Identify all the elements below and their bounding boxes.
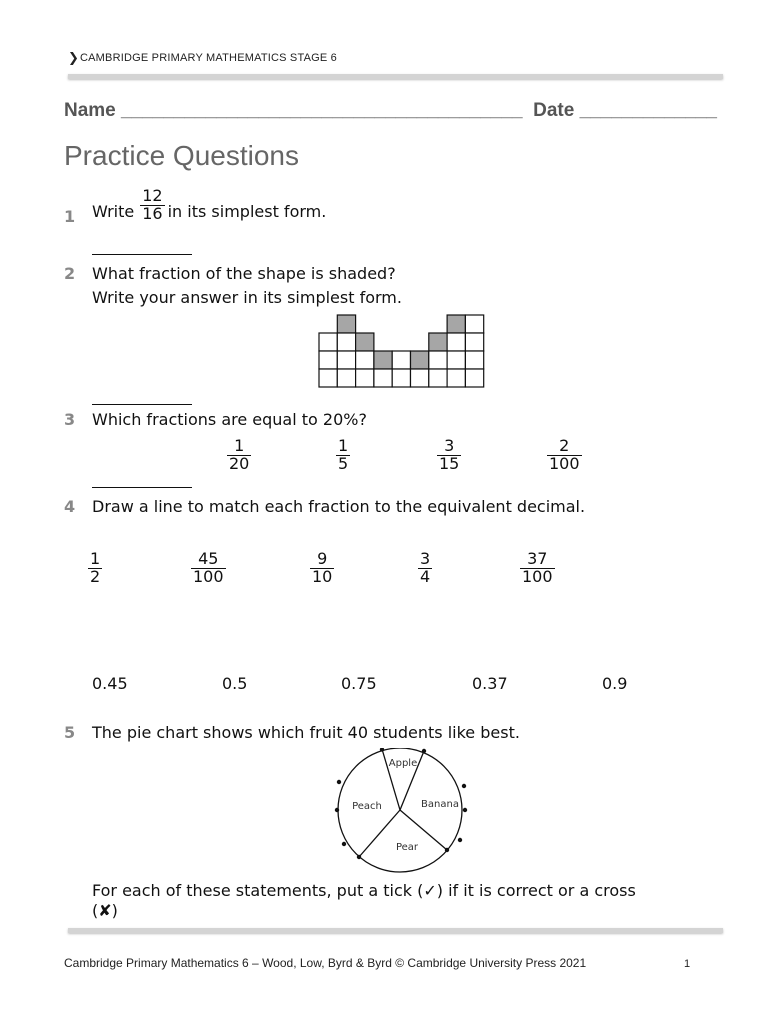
fraction-numerator: 2 [559,436,570,455]
question-5-text: The pie chart shows which fruit 40 students like best. [92,723,520,742]
grid-cell [465,369,483,387]
grid-cell [447,369,465,387]
grid-cell [337,369,355,387]
grid-cell-shaded [429,333,447,351]
pie-label-peach: Peach [352,801,382,812]
grid-cell [392,369,410,387]
question-3-text: Which fractions are equal to 20%? [92,410,367,429]
grid-cell-shaded [337,315,355,333]
answer-line-3[interactable] [92,487,192,488]
match-fraction[interactable] [310,549,334,586]
question-number: 4 [64,497,76,516]
page-title: Practice Questions [64,140,299,171]
fraction-denominator: 10 [312,566,333,586]
fraction-denominator: 20 [229,453,250,473]
fraction-numerator: 3 [420,549,431,568]
fraction-denominator: 16 [142,203,163,223]
match-decimal[interactable]: 0.75 [341,674,377,693]
date-label: Date [533,100,575,121]
grid-cell [356,351,374,369]
match-fraction[interactable] [88,549,102,586]
option-fraction[interactable] [227,436,251,473]
question-5-statement-line-1: For each of these statements, put a tick (✓) if it is correct or a cross [92,881,636,900]
option-fraction[interactable] [437,436,461,473]
grid-cell [356,369,374,387]
fraction-numerator: 37 [527,549,548,568]
pie-label-apple: Apple [388,758,418,769]
question-1-text [92,188,326,223]
grid-cell [429,351,447,369]
grid-cell-shaded [447,315,465,333]
fraction-denominator: 100 [193,566,224,586]
grid-cell [374,369,392,387]
date-blank[interactable]: _____________ [579,100,717,121]
question-number: 2 [64,264,76,283]
grid-cell [319,333,337,351]
fraction-denominator: 4 [420,566,431,586]
option-fraction[interactable] [336,436,350,473]
shaded-shape-grid [318,314,488,388]
question-4-text: Draw a line to match each fraction to the equivalent decimal. [92,497,586,516]
match-decimal[interactable]: 0.9 [602,674,628,693]
grid-cell [447,333,465,351]
grid-cell [411,369,429,387]
grid-cell [392,351,410,369]
page-number: 1 [684,958,691,970]
grid-cell [429,369,447,387]
fraction-denominator: 100 [549,453,580,473]
grid-cell [319,351,337,369]
fruit-pie-chart [330,748,470,878]
grid-cell-shaded [411,351,429,369]
question-2-line-2: Write your answer in its simplest form. [92,288,402,307]
grid-cell [465,351,483,369]
question-number: 1 [64,207,76,226]
fraction-numerator: 9 [317,549,328,568]
fraction-denominator: 5 [338,453,349,473]
grid-cell-shaded [374,351,392,369]
fraction-numerator: 3 [444,436,455,455]
name-blank[interactable]: ______________________________________ [121,100,523,121]
question-5-statement-line-2: (✘) [92,901,118,920]
question-number: 3 [64,410,76,429]
footer-text: Cambridge Primary Mathematics 6 – Wood, Low, Byrd & Byrd © Cambridge University Press 2021 [64,956,587,970]
pie-label-banana: Banana [421,799,459,810]
match-decimal[interactable]: 0.37 [472,674,508,693]
answer-line-2[interactable] [92,404,192,405]
header-title: CAMBRIDGE PRIMARY MATHEMATICS STAGE 6 [80,52,337,64]
match-fraction[interactable] [418,549,432,586]
question-2-line-1: What fraction of the shape is shaded? [92,264,396,283]
fraction-numerator: 1 [90,549,101,568]
answer-line-1[interactable] [92,254,192,255]
grid-cell [319,369,337,387]
grid-cell [465,333,483,351]
fraction-denominator: 100 [522,566,553,586]
fraction-numerator: 12 [142,186,163,205]
fraction-numerator: 1 [338,436,349,455]
question-1-fraction [140,188,164,223]
pie-label-pear: Pear [395,842,419,853]
name-label: Name [64,100,116,121]
header-divider [68,74,723,79]
fraction-denominator: 15 [439,453,460,473]
question-1-text-before: Write [92,201,135,221]
match-fraction[interactable] [520,549,555,586]
grid-cell-shaded [356,333,374,351]
question-1-text-after: in its simplest form. [167,201,327,221]
match-decimal[interactable]: 0.45 [92,674,128,693]
name-date-row [64,100,717,122]
option-fraction[interactable] [547,436,582,473]
grid-cell [337,333,355,351]
question-number: 5 [64,723,76,742]
match-decimal[interactable]: 0.5 [222,674,248,693]
fraction-numerator: 1 [234,436,245,455]
match-fraction[interactable] [191,549,226,586]
footer-divider [68,928,723,933]
fraction-numerator: 45 [198,549,219,568]
grid-cell [465,315,483,333]
grid-cell [337,351,355,369]
chevron-right-icon: ❯ [68,51,79,66]
grid-cell [447,351,465,369]
fraction-denominator: 2 [90,566,101,586]
